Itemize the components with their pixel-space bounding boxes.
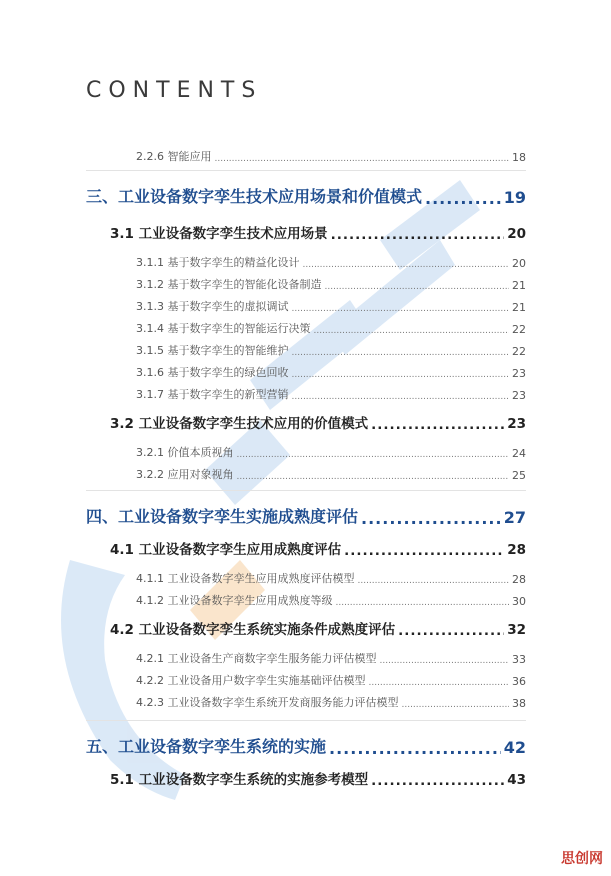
- leader-dots: [335, 599, 509, 608]
- toc-entry[interactable]: [136, 650, 526, 666]
- toc-entry-title: 四、工业设备数字孪生实施成熟度评估: [86, 507, 359, 526]
- toc-entry-page: 30: [512, 595, 526, 608]
- toc-entry-page: 18: [512, 151, 526, 164]
- leader-dots: [331, 229, 505, 243]
- brand-text: 思创网: [561, 851, 603, 867]
- toc-entry-page: 21: [512, 301, 526, 314]
- toc-entry-page: 20: [512, 257, 526, 270]
- toc-entry-page: 23: [512, 389, 526, 402]
- leader-dots: [237, 451, 510, 460]
- toc-entry-page: 32: [507, 622, 526, 638]
- toc-entry-title: 4.2.1 工业设备生产商数字孪生服务能力评估模型: [136, 652, 377, 665]
- toc-entry[interactable]: [86, 734, 526, 757]
- toc-entry[interactable]: [136, 466, 526, 482]
- leader-dots: [292, 393, 510, 402]
- toc-entry[interactable]: [110, 538, 526, 558]
- toc-entry-page: 28: [512, 573, 526, 586]
- toc-entry[interactable]: [136, 694, 526, 710]
- toc-entry[interactable]: [86, 184, 526, 207]
- site-brand-watermark: [561, 848, 603, 868]
- leader-dots: [357, 577, 509, 586]
- toc-entry-page: 20: [507, 226, 526, 242]
- toc-entry[interactable]: [110, 222, 526, 242]
- toc-entry[interactable]: [136, 320, 526, 336]
- toc-entry-page: 27: [503, 508, 526, 527]
- divider: [86, 720, 526, 721]
- toc-entry-page: 25: [512, 469, 526, 482]
- leader-dots: [368, 679, 509, 688]
- leader-dots: [401, 701, 509, 710]
- toc-entry[interactable]: [136, 592, 526, 608]
- toc-entry-title: 4.1.1 工业设备数字孪生应用成熟度评估模型: [136, 572, 355, 585]
- toc-entry-page: 19: [503, 188, 526, 207]
- toc-entry-page: 22: [512, 345, 526, 358]
- toc-entry[interactable]: [86, 504, 526, 527]
- toc-entry-title: 4.2 工业设备数字孪生系统实施条件成熟度评估: [110, 622, 396, 638]
- toc-entry-title: 五、工业设备数字孪生系统的实施: [86, 737, 327, 756]
- toc-entry-title: 3.1.5 基于数字孪生的智能维护: [136, 344, 289, 357]
- toc-entry[interactable]: [136, 254, 526, 270]
- divider: [86, 170, 526, 171]
- toc-entry[interactable]: [110, 768, 526, 788]
- leader-dots: [292, 305, 510, 314]
- toc-entry[interactable]: [110, 618, 526, 638]
- leader-dots: [425, 191, 501, 207]
- leader-dots: [371, 419, 504, 433]
- toc-entry-page: 28: [507, 542, 526, 558]
- leader-dots: [329, 741, 501, 757]
- toc-entry[interactable]: [110, 412, 526, 432]
- leader-dots: [237, 473, 510, 482]
- toc-entry-title: 4.2.3 工业设备数字孪生系统开发商服务能力评估模型: [136, 696, 399, 709]
- toc-entry[interactable]: [136, 276, 526, 292]
- toc-entry-title: 3.1.4 基于数字孪生的智能运行决策: [136, 322, 311, 335]
- leader-dots: [292, 371, 510, 380]
- toc-entry-page: 23: [507, 416, 526, 432]
- toc-entry-title: 三、工业设备数字孪生技术应用场景和价值模式: [86, 187, 423, 206]
- toc-entry[interactable]: [136, 148, 526, 164]
- divider: [86, 490, 526, 491]
- toc-entry-title: 3.1.7 基于数字孪生的新型营销: [136, 388, 289, 401]
- leader-dots: [215, 155, 510, 164]
- toc-entry[interactable]: [136, 342, 526, 358]
- toc-entry-title: 3.2 工业设备数字孪生技术应用的价值模式: [110, 416, 369, 432]
- toc-entry-title: 3.1.2 基于数字孪生的智能化设备制造: [136, 278, 322, 291]
- leader-dots: [303, 261, 510, 270]
- toc-entry-page: 42: [503, 738, 526, 757]
- toc-entry[interactable]: [136, 298, 526, 314]
- leader-dots: [398, 625, 504, 639]
- toc-entry-page: 36: [512, 675, 526, 688]
- toc-entry-title: 4.1.2 工业设备数字孪生应用成熟度等级: [136, 594, 333, 607]
- toc-entry[interactable]: [136, 570, 526, 586]
- contents-heading: CONTENTS: [86, 78, 263, 103]
- leader-dots: [313, 327, 509, 336]
- toc-entry-page: 23: [512, 367, 526, 380]
- leader-dots: [371, 775, 504, 789]
- toc-entry[interactable]: [136, 444, 526, 460]
- toc-entry-page: 33: [512, 653, 526, 666]
- toc-entry-page: 38: [512, 697, 526, 710]
- leader-dots: [361, 511, 501, 527]
- toc-entry[interactable]: [136, 672, 526, 688]
- leader-dots: [324, 283, 509, 292]
- toc-entry-title: 4.2.2 工业设备用户数字孪生实施基础评估模型: [136, 674, 366, 687]
- toc-entry-title: 3.1.3 基于数字孪生的虚拟调试: [136, 300, 289, 313]
- toc-entry[interactable]: [136, 386, 526, 402]
- leader-dots: [344, 545, 504, 559]
- toc-entry-page: 22: [512, 323, 526, 336]
- toc-entry-title: 3.1.1 基于数字孪生的精益化设计: [136, 256, 300, 269]
- toc-entry-title: 4.1 工业设备数字孪生应用成熟度评估: [110, 542, 342, 558]
- leader-dots: [292, 349, 510, 358]
- toc-entry-page: 43: [507, 772, 526, 788]
- toc-entry-title: 3.2.2 应用对象视角: [136, 468, 234, 481]
- toc-entry-page: 24: [512, 447, 526, 460]
- toc-entry[interactable]: [136, 364, 526, 380]
- toc-entry-title: 2.2.6 智能应用: [136, 150, 212, 163]
- toc-entry-page: 21: [512, 279, 526, 292]
- leader-dots: [379, 657, 509, 666]
- toc-entry-title: 5.1 工业设备数字孪生系统的实施参考模型: [110, 772, 369, 788]
- toc-entry-title: 3.1 工业设备数字孪生技术应用场景: [110, 226, 328, 242]
- toc-entry-title: 3.1.6 基于数字孪生的绿色回收: [136, 366, 289, 379]
- toc-entry-title: 3.2.1 价值本质视角: [136, 446, 234, 459]
